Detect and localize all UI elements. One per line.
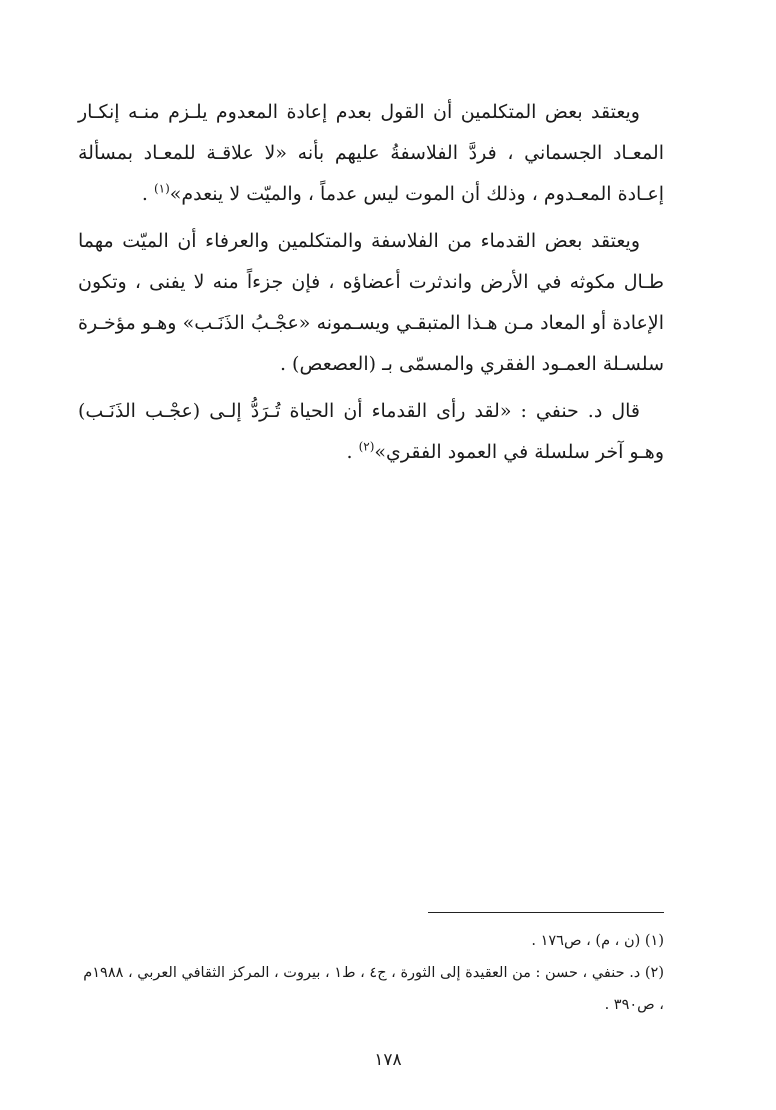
footnote-ref-1: (١) (153, 181, 170, 196)
paragraph-tail: . (141, 183, 154, 205)
paragraph-1 (78, 92, 664, 215)
paragraph-3 (78, 391, 664, 473)
page-number: ١٧٨ (374, 1050, 402, 1070)
footnotes (78, 925, 664, 1021)
footnote-ref-2: (٢) (358, 439, 375, 454)
footnote-2: (٢) د. حنفي ، حسن : من العقيدة إلى الثورة ، ج٤ ، ط١ ، بيروت ، المركز الثقافي العربي ، ١٩٨٨م ، ص٣٩٠ . (83, 965, 664, 1013)
paragraph-tail: . (346, 441, 359, 463)
paragraph-2 (78, 221, 664, 385)
paragraph-text: ويعتقد بعض المتكلمين أن القول بعدم إعادة المعدوم يلـزم منـه إنكـار المعـاد الجسماني ، فردَّ الفلاسفةُ عليهم بأنه «لا علاقـة للمعـاد بمسألة إعـادة المعـدوم ، وذلك أن الموت ليس عدماً ، والميّت لا ينعدم» (78, 101, 664, 205)
paragraph-text: ويعتقد بعض القدماء من الفلاسفة والمتكلمين والعرفاء أن الميّت مهما طـال مكوثه في الأرض واندثرت أعضاؤه ، فإن جزءاً منه لا يفنى ، وتكون الإعادة أو المعاد مـن هـذا المتبقـي ويسـمونه «عجْـبُ الذَنَـب» وهـو مؤخـرة سلسـلة العمـود الفقري والمسمّى بـ (العصعص) . (78, 230, 664, 375)
footnote-divider (428, 912, 664, 913)
main-text (78, 92, 664, 479)
paragraph-text: قال د. حنفي : «لقد رأى القدماء أن الحياة تُـرَدُّ إلـى (عجْـب الذَنَـب) وهـو آخر سلسلة في العمود الفقري» (78, 400, 664, 463)
footnote-1: (١) (ن ، م) ، ص١٧٦ . (531, 933, 664, 949)
